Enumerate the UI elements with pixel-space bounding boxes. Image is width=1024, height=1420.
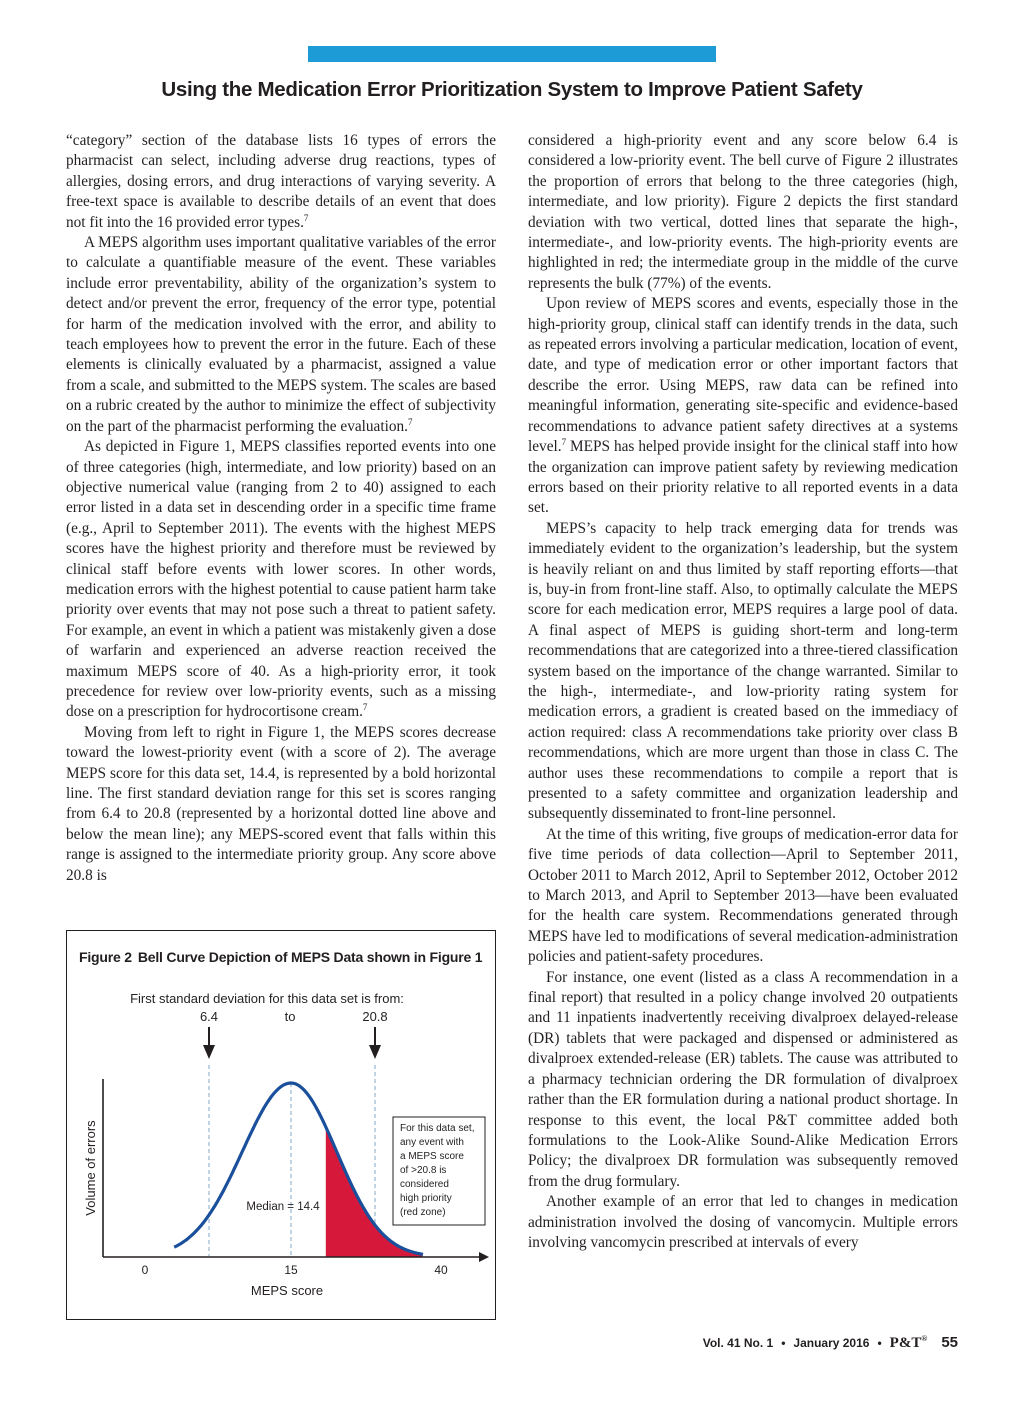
x-axis-arrow-icon [479,1252,489,1262]
note-line: (red zone) [400,1207,446,1218]
footer-date: January 2016 [793,1336,870,1350]
sd-heading: First standard deviation for this data set is from: [130,991,404,1006]
paragraph: “category” section of the database lists 16 types of errors the pharmacist can select, including adverse drug reactions, types of allergies, dosing errors, and drug interactions of varying severity. A free-text space is available to describe details of an event that does not fit into the 16 provided error types.$^7$ [66,132,496,231]
sd-high-label: 20.8 [362,1009,388,1024]
note-line: a MEPS score [400,1151,464,1162]
note-line: high priority [400,1193,452,1204]
note-line: For this data set, [400,1123,475,1134]
note-line: considered [400,1179,449,1190]
note-line: any event with [400,1137,464,1148]
paragraph: A MEPS algorithm uses important qualitative variables of the error to calculate a quantifiable measure of the event. These variables include error preventability, ability of the organization’s system to detect and/or prevent the error, frequency of the error type, potential for harm of the medication involved with the error, and ability to teach employees how to prevent the error in the future. Each of these elements is clinically evaluated by a pharmacist, assigned a value from a scale, and submitted to the MEPS system. The scales are based on a rubric created by the author to minimize the effect of subjectivity on the part of the pharmacist performing the evaluation.$^7$ [66,234,496,435]
header-accent-bar [308,46,716,62]
left-text-column [66,131,496,886]
paragraph: Upon review of MEPS scores and events, especially those in the high-priority group, clinical staff can identify trends in the data, such as repeated errors involving a particular medication, location of event, date, and type of medication error or other important factors that describe the error. Using MEPS, raw data can be refined into meaningful information, generating site-specific and evidence-based recommendations to advance patient safety directives at a systems level.$^7$ MEPS has helped provide insight for the clinical staff into how the organization can improve patient safety by reviewing medication errors based on their priority relative to all reported events in a data set. [528,295,958,517]
footer-separator: • [877,1336,882,1350]
x-tick-0: 0 [141,1263,149,1277]
footer-journal: P&T® [889,1334,928,1351]
paragraph: As depicted in Figure 1, MEPS classifies reported events into one of three categories (high, intermediate, and low priority) based on an objective numerical value (ranging from 2 to 40) assigned to each error listed in a data set in descending order in a specific time frame (e.g., April to September 2011). The events with the highest MEPS scores have the highest priority and therefore must be reviewed by clinical staff before events with lower scores. In other words, medication errors with the highest potential to cause patient harm take priority over events that may not pose such a threat to patient safety. For example, an event in which a patient was mistakenly given a dose of warfarin and experienced an adverse reaction received the maximum MEPS score of 40. As a high-priority error, it took precedence for review over low-priority events, such as a missing dose on a prescription for hydrocortisone cream.$^7$ [66,438,496,721]
y-axis-label: Volume of errors [83,1120,98,1216]
paragraph: Moving from left to right in Figure 1, the MEPS scores decrease toward the lowest-priority event (with a score of 2). The average MEPS score for this data set, 14.4, is represented by a bold horizontal line. The first standard deviation range for this set is scores ranging from 6.4 to 20.8 (represented by a horizontal dotted line above and below the mean line); any MEPS-scored event that falls within this range is assigned to the intermediate priority group. Any score above 20.8 is [66,723,496,884]
sd-low-label: 6.4 [199,1009,219,1024]
x-tick-40: 40 [434,1263,448,1277]
note-line: of >20.8 is [400,1165,447,1176]
right-text-column [528,131,958,1253]
paragraph: considered a high-priority event and any score below 6.4 is considered a low-priority event. The bell curve of Figure 2 illustrates the proportion of errors that belong to the three categories (high, intermediate, and low priority). Figure 2 depicts the first standard deviation with two vertical, dotted lines that separate the high-, intermediate-, and low-priority events. The high-priority events are highlighted in red; the intermediate group in the middle of the curve represents the bulk (77%) of the events. [528,132,958,292]
footer-volume: Vol. 41 No. 1 [702,1336,774,1350]
figure-number: Figure 2 [79,949,132,965]
page-footer [703,1334,958,1352]
figure-2-box [66,930,496,1320]
paragraph: At the time of this writing, five groups of medication-error data for five time periods of data collection—April to September 2011, October 2011 to March 2012, April to September 2012, October 2012 to March 2013, and April to September 2013—have been evaluated for the health care system. Recommendations generated through MEPS have led to modifications of several medication-administration policies and patient-safety procedures. [528,825,958,966]
paragraph: For instance, one event (listed as a class A recommendation in a final report) that resulted in a policy change involved 20 outpatients and 11 inpatients inadvertently receiving divalproex delayed-release (DR) tablets that were packaged and dispensed or administered as divalproex extended-release (ER) tablets. The cause was attributed to a pharmacy technician ordering the DR formulation of divalproex rather than the ER formulation during a national product shortage. In response to this event, the local P&T committee added both formulations to the Look-Alike Sound-Alike Medication Errors Policy; the divalproex DR formulation was subsequently removed from the drug formulary. [528,968,958,1190]
median-label: Median = 14.4 [246,1201,320,1213]
paragraph: MEPS’s capacity to help track emerging data for trends was immediately evident to the organization’s leadership, but the system is heavily reliant on and thus limited by staff reporting efforts—that is, buy-in from front-line staff. Also, to optimally calculate the MEPS score for each medication error, MEPS requires a large pool of data. A final aspect of MEPS is guiding short-term and long-term recommendations that are categorized into a three-tiered classification system based on the importance of the change warranted. Similar to the high-, intermediate-, and low-priority rating system for medication errors, a gradient is created based on the immediacy of action required: class A recommendations take priority over class B recommendations, which are more urgent than those in class C. The author uses these recommendations to compile a report that is presented to a safety committee and organization leadership and subsequently disseminated to front-line personnel. [528,519,958,823]
sd-to-label: to [284,1009,296,1024]
bell-curve-line [174,1083,423,1254]
bell-curve-chart [67,931,497,1321]
sd-high-arrow [369,1027,381,1059]
figure-caption: Bell Curve Depiction of MEPS Data shown in Figure 1 [137,949,483,965]
running-header-title: Using the Medication Error Prioritization System to Improve Patient Safety [161,78,863,101]
footer-separator: • [781,1336,786,1350]
x-tick-15: 15 [284,1263,298,1277]
x-axis-label: MEPS score [250,1283,324,1298]
sd-low-arrow [203,1027,215,1059]
page-number: 55 [941,1334,958,1351]
paragraph: Another example of an error that led to changes in medication administration involved the dosing of vancomycin. Multiple errors involving vancomycin prescribed at intervals of every [528,1193,958,1251]
